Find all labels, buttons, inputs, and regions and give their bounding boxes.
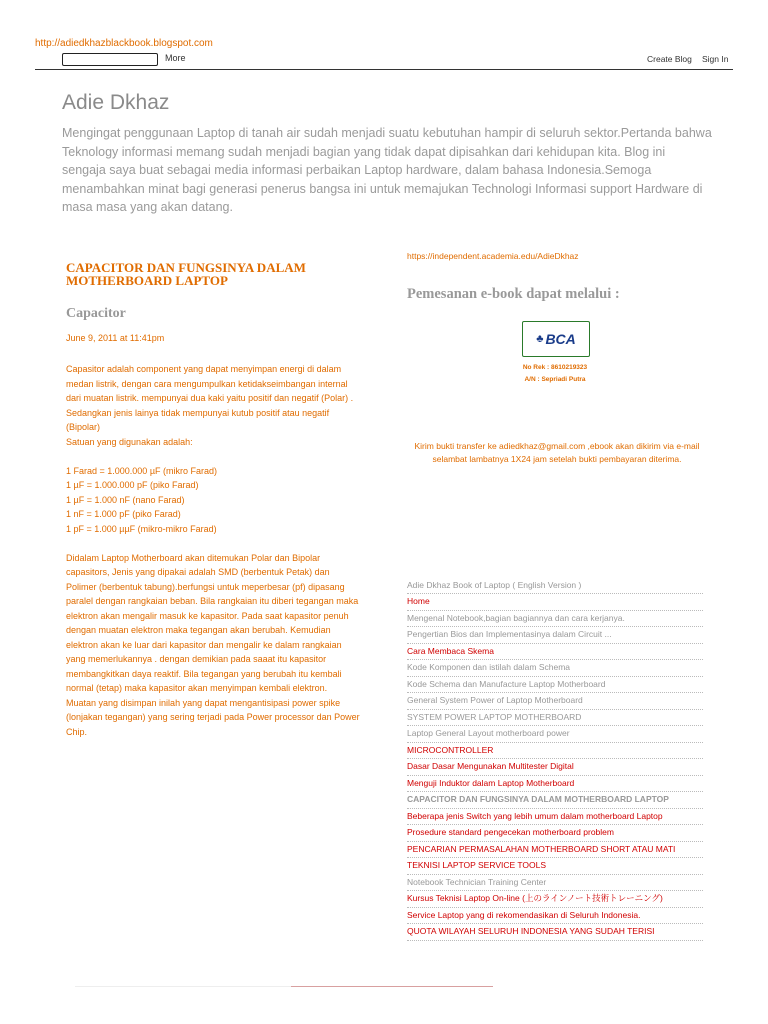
- sidebar-link-item[interactable]: Service Laptop yang di rekomendasikan di Seluruh Indonesia.: [407, 908, 703, 925]
- sidebar-link-item[interactable]: Kursus Teknisi Laptop On-line (上のラインノート技術トレーニング): [407, 891, 703, 908]
- blog-url-link[interactable]: http://adiedkhazblackbook.blogspot.com: [35, 38, 213, 49]
- sidebar-link-item[interactable]: Kode Schema dan Manufacture Laptop Motherboard: [407, 677, 703, 694]
- academia-link[interactable]: https://independent.academia.edu/AdieDkhaz: [407, 251, 579, 261]
- sidebar-link-item[interactable]: Cara Membaca Skema: [407, 644, 703, 661]
- sidebar-link-item[interactable]: Menguji Induktor dalam Laptop Motherboard: [407, 776, 703, 793]
- sidebar-link-item[interactable]: Home: [407, 594, 703, 611]
- blogger-navbar: [35, 52, 733, 70]
- sidebar-link-item[interactable]: SYSTEM POWER LAPTOP MOTHERBOARD: [407, 710, 703, 727]
- post-paragraph: Didalam Laptop Motherboard akan ditemukan Polar dan Bipolar capasitors, Jenis yang dipakai adalah SMD (berbentuk Petak) dan Polimer (berbentuk tabung).berfungsi untuk meperbesar (pf) dipasang paralel dengan rangkaian beban. Bila rangkaian itu diberi tegangan maka elektron akan mengalir masuk ke kapasitor. Pada saat kapasitor penuh dengan muatan elektron maka tegangan akan berubah. Kemudian elektron akan ke luar dari kapasitor dan mengalir ke dalam rangkaian yang memerlukannya . dengan demikian pada saaat itu kapasitor membangkitkan daya reaktif. Bila tegangan yang berubah itu kembali normal (tetap) maka kapasitor akan menyimpan kembali elektron. Muatan yang disimpan inilah yang dapat mengantisipasi power spike (lonjakan tegangan) yang sering terjadi pada Power processor dan Power Chip.: [66, 552, 360, 737]
- sidebar-link-item[interactable]: Laptop General Layout motherboard power: [407, 726, 703, 743]
- account-number: No Rek : 8610219323: [522, 364, 588, 371]
- links-header: Adie Dkhaz Book of Laptop ( English Version ): [407, 578, 703, 594]
- navbar-search-input[interactable]: [62, 53, 158, 66]
- create-blog-link[interactable]: Create Blog: [647, 54, 692, 64]
- sidebar-link-item[interactable]: General System Power of Laptop Motherboard: [407, 693, 703, 710]
- sidebar-link-item[interactable]: Dasar Dasar Mengunakan Multitester Digital: [407, 759, 703, 776]
- more-link[interactable]: More: [165, 53, 186, 63]
- sidebar-link-item[interactable]: TEKNISI LAPTOP SERVICE TOOLS: [407, 858, 703, 875]
- footer-divider: [75, 986, 291, 987]
- post-date: June 9, 2011 at 11:41pm: [66, 333, 165, 343]
- sidebar-link-item[interactable]: Notebook Technician Training Center: [407, 875, 703, 892]
- sidebar-link-item[interactable]: PENCARIAN PERMASALAHAN MOTHERBOARD SHORT ATAU MATI: [407, 842, 703, 859]
- post-title[interactable]: CAPACITOR DAN FUNGSINYA DALAM MOTHERBOARD LAPTOP: [66, 260, 306, 288]
- sidebar-link-item[interactable]: Pengertian Bios dan Implementasinya dalam Circuit ...: [407, 627, 703, 644]
- post-body: [66, 362, 360, 754]
- transfer-instructions: Kirim bukti transfer ke adiedkhaz@gmail.com ,ebook akan dikirim via e-mail selambat lambatnya 1X24 jam setelah bukti pembayaran diterima.: [414, 441, 700, 464]
- account-name: A/N : Sepriadi Putra: [524, 376, 586, 383]
- post-subtitle: Capacitor: [66, 306, 126, 321]
- bca-mark-icon: ♣: [536, 333, 544, 345]
- sidebar-link-item[interactable]: MICROCONTROLLER: [407, 743, 703, 760]
- sidebar-link-item[interactable]: Kode Komponen dan istilah dalam Schema: [407, 660, 703, 677]
- sidebar-link-item[interactable]: Prosedure standard pengecekan motherboard problem: [407, 825, 703, 842]
- order-heading: Pemesanan e-book dapat melalui :: [407, 286, 620, 302]
- blog-description: Mengingat penggunaan Laptop di tanah air sudah menjadi suatu kebutuhan hampir di seluruh sektor.Pertanda bahwa Teknology informasi memang sudah menjadi bagian yang tidak dapat dipisahkan dari kehidupan kita. Blog ini sengaja saya buat sebagai media informasi perbaikan Laptop hardware, dalam bahasa Indonesia.Semoga menambahkan minat bagi generasi penerus bangsa ini untuk memajukan Technologi Informasi support Hardware di masa masa yang akan datang.: [62, 126, 712, 214]
- page-links-list: [407, 578, 703, 941]
- sidebar-link-item[interactable]: Beberapa jenis Switch yang lebih umum dalam motherboard Laptop: [407, 809, 703, 826]
- bca-logo-text: BCA: [545, 331, 576, 347]
- sign-in-link[interactable]: Sign In: [702, 54, 729, 64]
- blog-title[interactable]: Adie Dkhaz: [62, 91, 170, 114]
- sidebar-link-item[interactable]: CAPACITOR DAN FUNGSINYA DALAM MOTHERBOARD LAPTOP: [407, 792, 703, 809]
- post-paragraph: Capasitor adalah component yang dapat menyimpan energi di dalam medan listrik, dengan cara mengumpulkan ketidakseimbangan internal dari muatan listrik. mempunyai dua kaki yaitu positif dan negatif (Polar) . Sedangkan jenis lainya tidak mempunyai kutub positif atau negatif (Bipolar) Satuan yang digunakan adalah:: [66, 364, 354, 447]
- bca-logo: [522, 321, 590, 357]
- sidebar-link-item[interactable]: Mengenal Notebook,bagian bagiannya dan cara kerjanya.: [407, 611, 703, 628]
- account-info: [500, 362, 610, 386]
- post-paragraph: 1 Farad = 1.000.000 µF (mikro Farad) 1 µF = 1.000.000 pF (piko Farad) 1 µF = 1.000 nF (nano Farad) 1 nF = 1.000 pF (piko Farad) 1 pF = 1.000 µµF (mikro-mikro Farad): [66, 465, 218, 534]
- footer-divider-accent: [291, 986, 493, 987]
- sidebar-link-item[interactable]: QUOTA WILAYAH SELURUH INDONESIA YANG SUDAH TERISI: [407, 924, 703, 941]
